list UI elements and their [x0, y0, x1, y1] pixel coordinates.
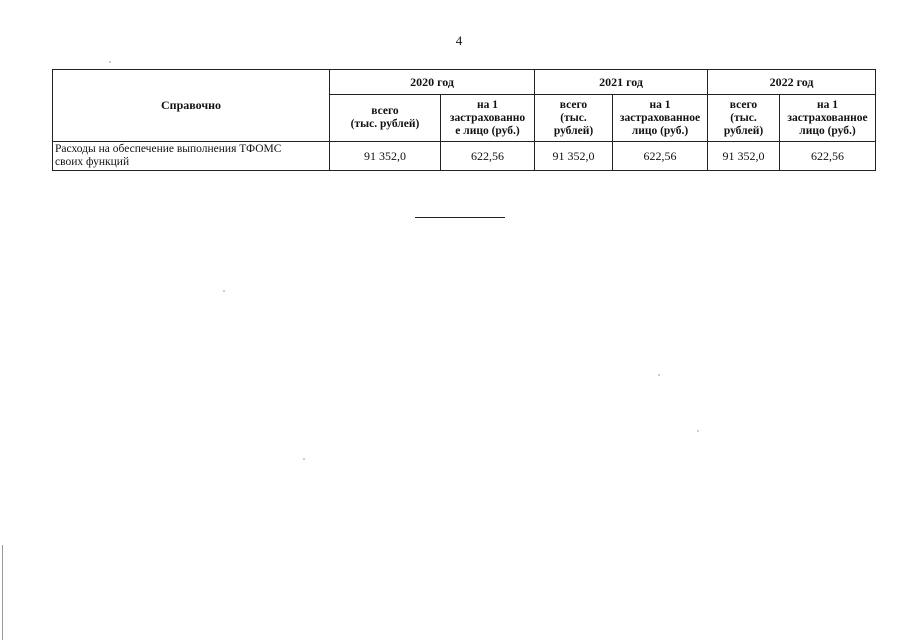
scan-speck — [223, 290, 225, 292]
year-header-2021: 2021 год — [535, 70, 708, 95]
scan-speck — [109, 61, 111, 63]
scan-speck — [697, 430, 699, 432]
value-per-person-2022: 622,56 — [780, 142, 876, 171]
value-per-person-2021: 622,56 — [613, 142, 708, 171]
year-header-2022: 2022 год — [708, 70, 876, 95]
subheader-per-person-2020: на 1 застрахованно е лицо (руб.) — [441, 95, 535, 142]
subheader-per-person-2021: на 1 застрахованное лицо (руб.) — [613, 95, 708, 142]
scan-margin-mark — [2, 545, 3, 640]
reference-header: Справочно — [53, 70, 330, 142]
scan-speck — [303, 458, 305, 460]
value-total-2022: 91 352,0 — [708, 142, 780, 171]
subheader-total-2022: всего (тыс. рублей) — [708, 95, 780, 142]
subheader-total-2021: всего (тыс. рублей) — [535, 95, 613, 142]
end-divider-line — [415, 217, 505, 218]
year-header-row — [53, 70, 876, 95]
value-per-person-2020: 622,56 — [441, 142, 535, 171]
row-label: Расходы на обеспечение выполнения ТФОМС своих функций — [53, 142, 330, 171]
page-number: 4 — [455, 33, 463, 48]
subheader-per-person-2022: на 1 застрахованное лицо (руб.) — [780, 95, 876, 142]
value-total-2021: 91 352,0 — [535, 142, 613, 171]
year-header-2020: 2020 год — [330, 70, 535, 95]
value-total-2020: 91 352,0 — [330, 142, 441, 171]
scan-speck — [658, 374, 660, 376]
table-row — [53, 142, 876, 171]
subheader-total-2020: всего (тыс. рублей) — [330, 95, 441, 142]
budget-table — [52, 69, 876, 171]
